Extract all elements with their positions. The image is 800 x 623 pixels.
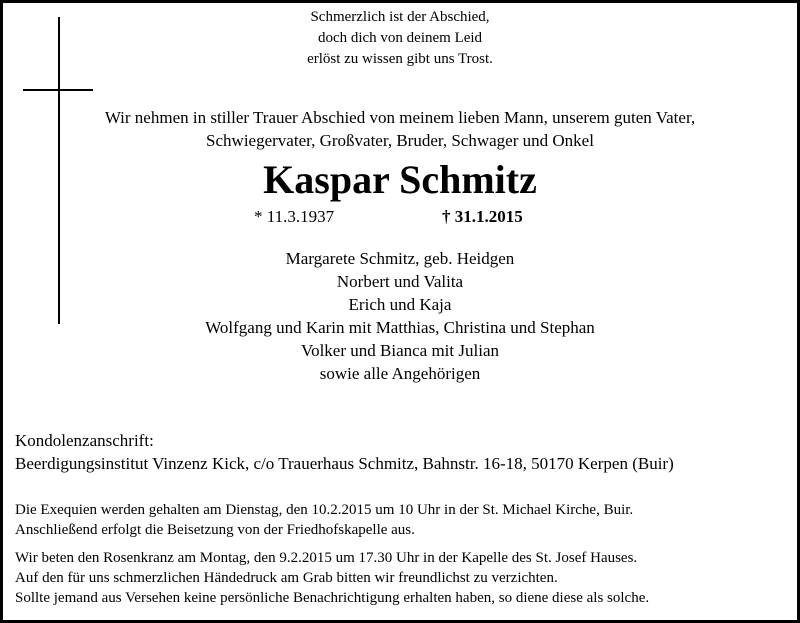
mourner: Erich und Kaja (348, 295, 452, 314)
poem (3, 7, 797, 70)
intro-line: Wir nehmen in stiller Trauer Abschied von meinem lieben Mann, unserem guten Vater, (104, 108, 696, 127)
mourner: Norbert und Valita (336, 272, 464, 291)
mourners-list (3, 247, 797, 385)
condolence-label: Kondolenzanschrift: (15, 431, 154, 450)
condolence-address-text: Beerdigungsinstitut Vinzenz Kick, c/o Trauerhaus Schmitz, Bahnstr. 16-18, 50170 Kerpen (Buir) (15, 454, 674, 473)
poem-line: erlöst zu wissen gibt uns Trost. (307, 51, 493, 67)
condolence-address (15, 429, 795, 475)
notice-line: Sollte jemand aus Versehen keine persönliche Benachrichtigung erhalten haben, so diene diese als solche. (15, 590, 650, 606)
intro-line: Schwiegervater, Großvater, Bruder, Schwager und Onkel (206, 131, 594, 150)
deceased-name: Kaspar Schmitz (263, 157, 537, 202)
rosary-notice (15, 548, 795, 608)
death-date: † 31.1.2015 (442, 207, 523, 226)
poem-line: Schmerzlich ist der Abschied, (310, 9, 490, 25)
intro-text (3, 106, 797, 152)
cross-icon-bar (23, 89, 93, 91)
birth-date: * 11.3.1937 (254, 207, 335, 226)
exequies-notice (15, 500, 795, 540)
notice-line: Wir beten den Rosenkranz am Montag, den 9.2.2015 um 17.30 Uhr in der Kapelle des St. Josef Hauses. (15, 550, 638, 566)
notice-line: Anschließend erfolgt die Beisetzung von der Friedhofskapelle aus. (15, 522, 415, 538)
poem-line: doch dich von deinem Leid (317, 30, 483, 46)
notice-line: Die Exequien werden gehalten am Dienstag, den 10.2.2015 um 10 Uhr in der St. Michael Kirche, Buir. (15, 502, 634, 518)
mourner: sowie alle Angehörigen (319, 364, 481, 383)
mourner: Wolfgang und Karin mit Matthias, Christina und Stephan (205, 318, 595, 337)
notice-line: Auf den für uns schmerzlichen Händedruck am Grab bitten wir freundlichst zu verzichten. (15, 570, 558, 586)
mourner: Volker und Bianca mit Julian (301, 341, 499, 360)
mourner: Margarete Schmitz, geb. Heidgen (285, 249, 515, 268)
obituary-notice (3, 3, 797, 620)
